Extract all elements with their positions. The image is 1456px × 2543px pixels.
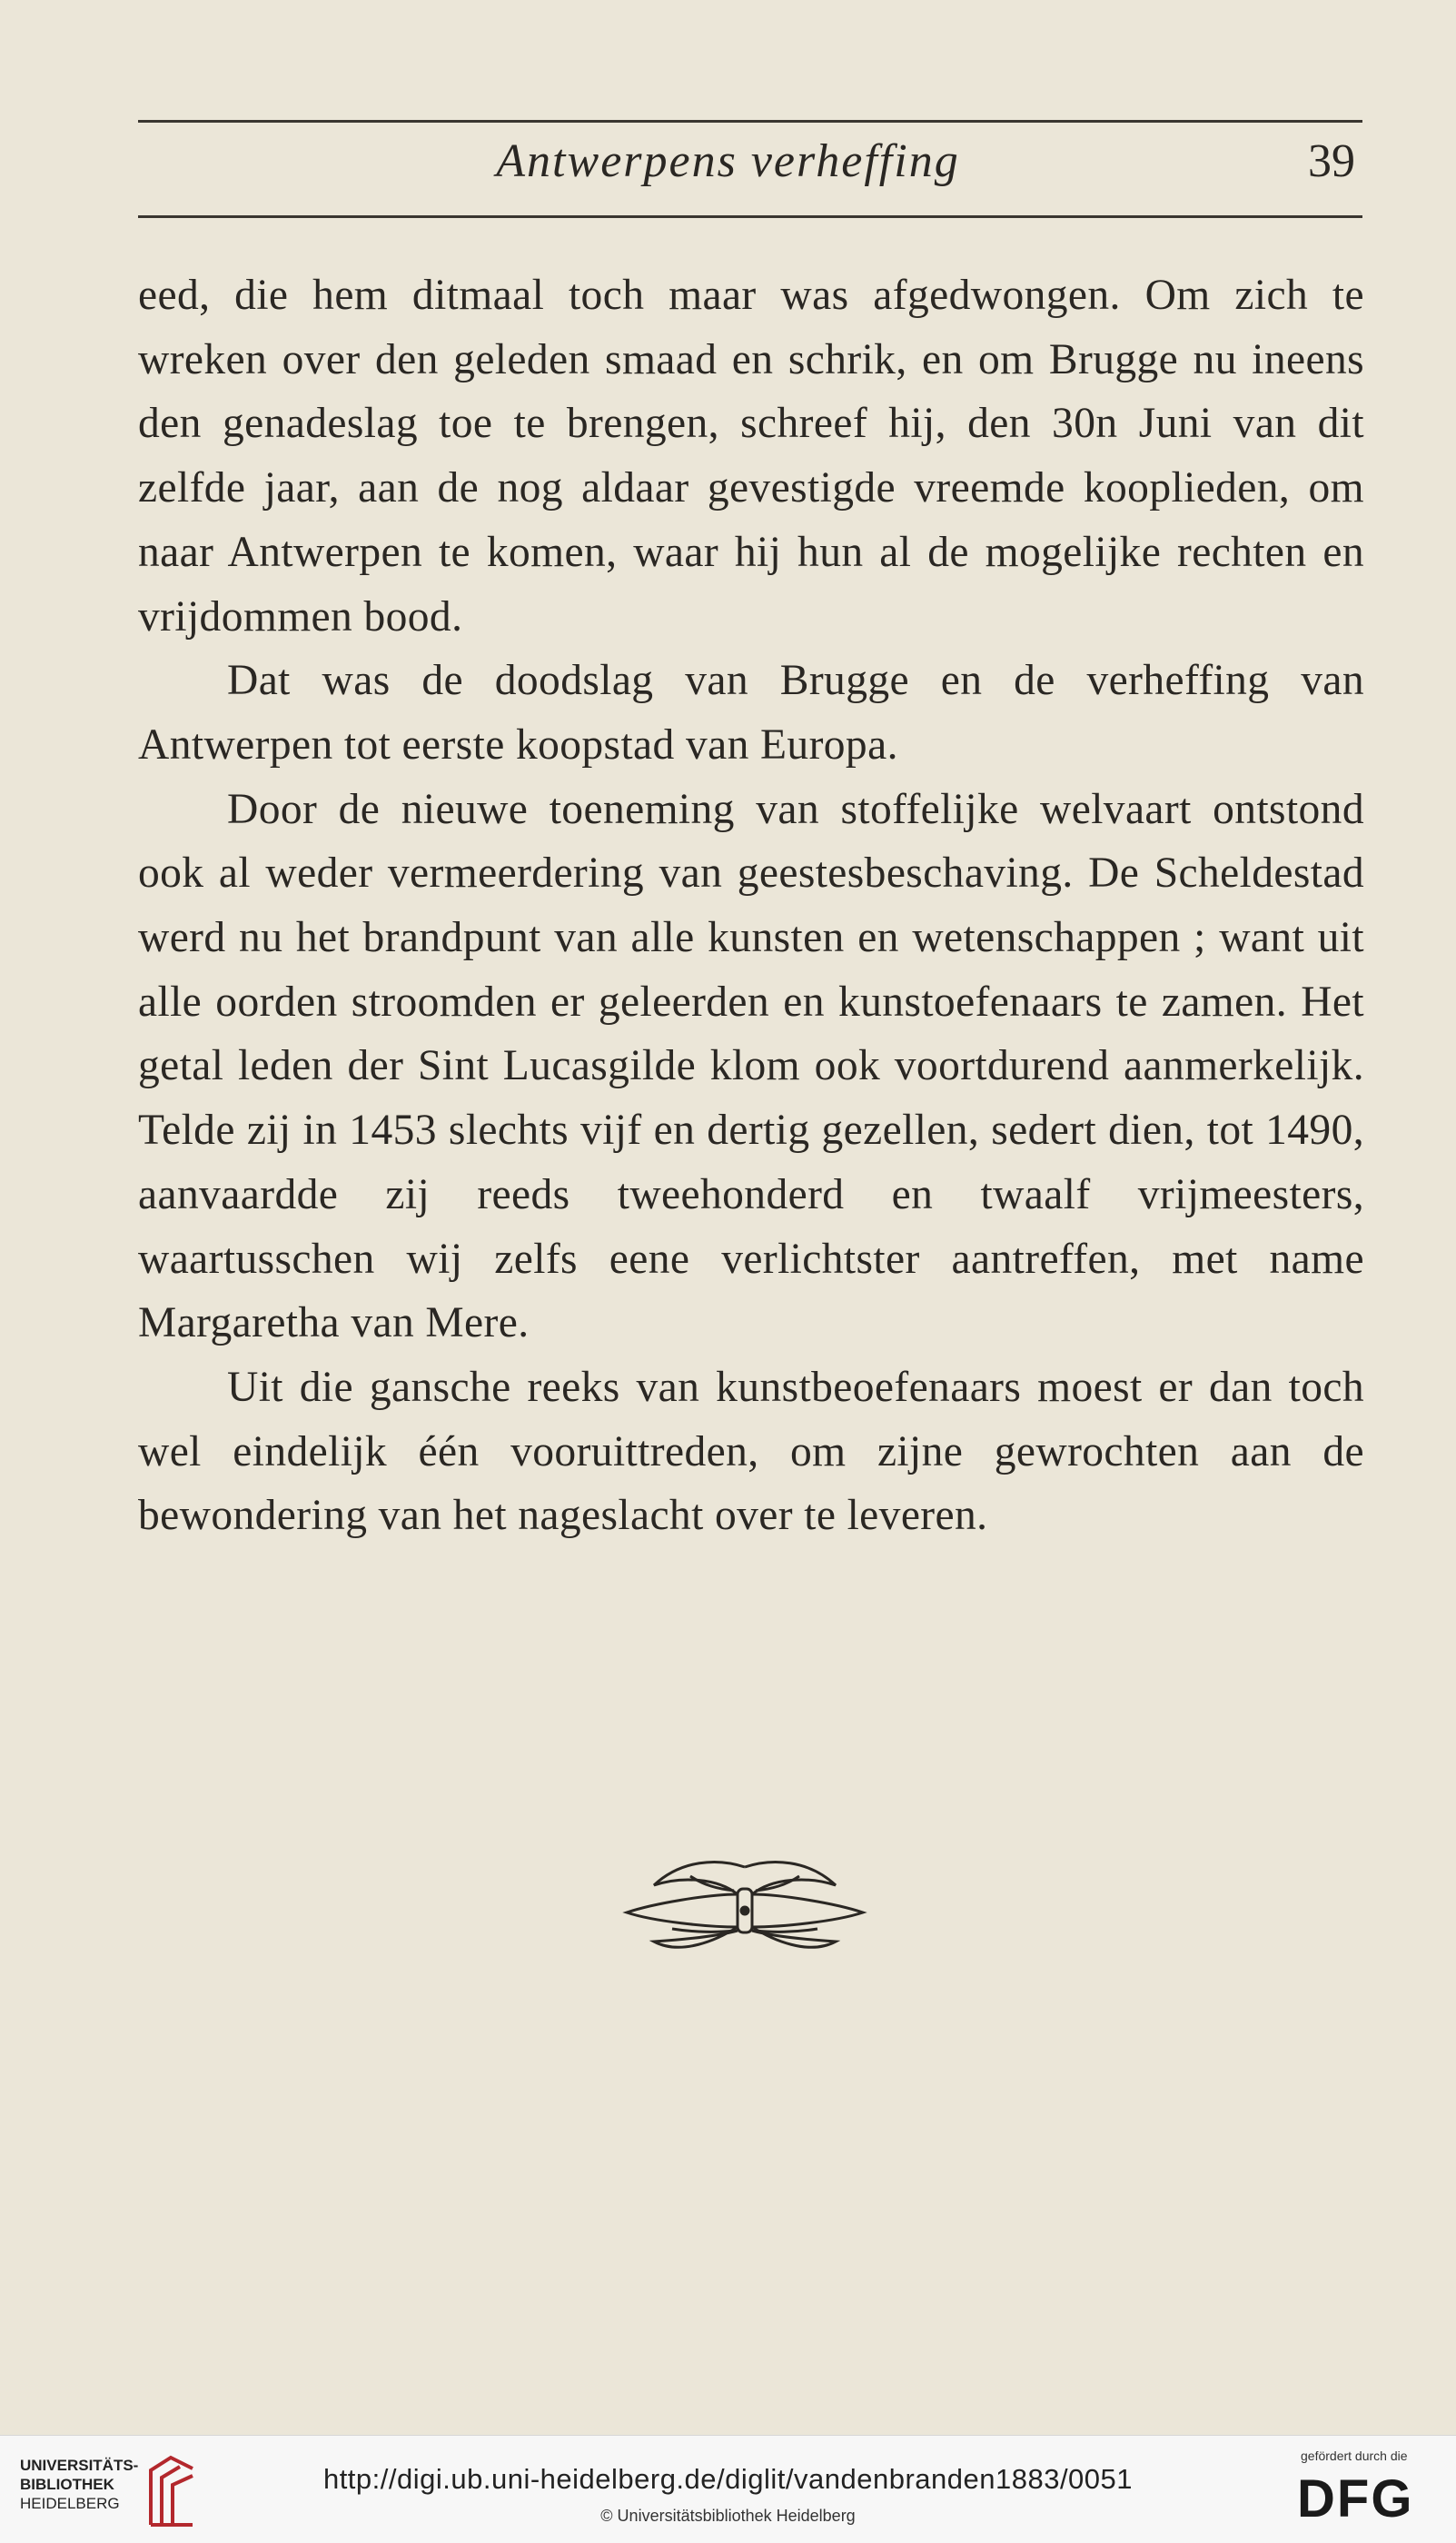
paragraph-2: Dat was de doodslag van Brugge en de verheffing van Antwerpen tot eerste koopstad van Europa. (138, 657, 1364, 769)
paragraph-3: Door de nieuwe toeneming van stoffelijke welvaart ontstond ook al weder vermeerdering van geestesbeschaving. De Scheldestad werd nu het brandpunt van alle kunsten en wetenschappen ; want uit alle oorden stroomden er geleerden en kunstoefenaars te zamen. Het getal leden der Sint Lucasgilde klom ook voortdurend aanmerkelijk. Telde zij in 1453 slechts vijf en dertig gezellen, sedert dien, tot 1490, aanvaardde zij reeds tweehonderd en twaalf vrijmeesters, waartusschen wij zelfs eene verlichtster aantreffen, met name Margaretha van Mere. (138, 785, 1364, 1347)
permalink-url[interactable]: http://digi.ub.uni-heidelberg.de/diglit/vandenbranden1883/0051 (322, 2463, 1134, 2495)
copyright-notice: © Universitätsbibliothek Heidelberg (600, 2507, 856, 2525)
page-number: 39 (1308, 135, 1355, 187)
dfg-logo: DFG (1297, 2469, 1414, 2528)
header-bottom-rule (138, 215, 1362, 218)
floral-tailpiece-ornament-icon (618, 1849, 872, 1967)
library-name: UNIVERSITÄTS- BIBLIOTHEK HEIDELBERG (20, 2457, 139, 2512)
digitization-footer (0, 2435, 1456, 2543)
funded-by-label: gefördert durch die (1301, 2449, 1408, 2463)
paragraph-1: eed, die hem ditmaal toch maar was afgedwongen. Om zich te wreken over den geleden smaad en schrik, en om Brugge nu ineens den genadeslag toe te brengen, schreef hij, den 30n Juni van dit zelfde jaar, aan de nog aldaar gevestigde vreemde kooplieden, om naar Antwerpen te komen, waar hij hun al de mogelijke rechten en vrijdommen bood. (138, 272, 1364, 641)
running-head-title: Antwerpens verheffing (496, 135, 960, 187)
header-top-rule (138, 120, 1362, 123)
paragraph-4: Uit die gansche reeks van kunstbeoefenaars moest er dan toch wel eindelijk één vooruittreden, om zijne gewrochten aan de bewondering van het nageslacht over te leveren. (138, 1363, 1364, 1540)
body-text (138, 263, 1364, 1548)
